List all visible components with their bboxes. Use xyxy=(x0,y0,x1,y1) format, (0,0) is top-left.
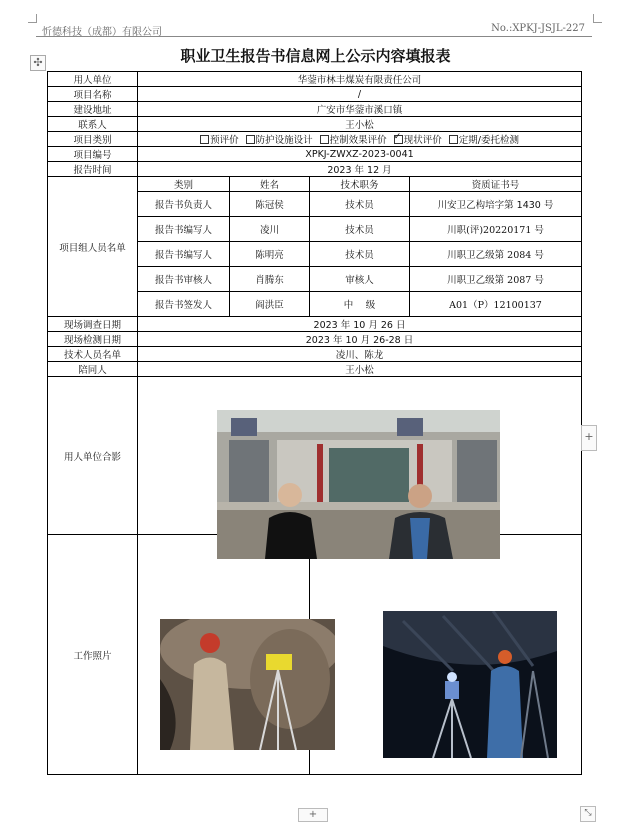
row-address xyxy=(48,102,582,117)
checkbox-icon[interactable] xyxy=(246,135,255,144)
work-photo-2-drawing xyxy=(383,611,557,758)
escort-value[interactable]: 王小松 xyxy=(138,362,582,377)
option-label: 控制效果评价 xyxy=(329,135,387,146)
report-time-value[interactable]: 2023 年 12 月 xyxy=(138,162,582,177)
work-photo-2-image xyxy=(383,611,557,758)
team-label: 项目组人员名单 xyxy=(48,177,138,317)
member-title[interactable]: 技术员 xyxy=(310,242,410,267)
group-photo-drawing xyxy=(217,410,500,559)
option-label: 预评价 xyxy=(210,135,239,146)
test-date-value[interactable]: 2023 年 10 月 26-28 日 xyxy=(138,332,582,347)
contact-value[interactable]: 王小松 xyxy=(138,117,582,132)
group-photo-image xyxy=(217,410,500,559)
row-contact xyxy=(48,117,582,132)
row-survey-date xyxy=(48,317,582,332)
member-role[interactable]: 报告书编写人 xyxy=(138,242,230,267)
option-label: 定期/委托检测 xyxy=(458,135,519,146)
contact-label: 联系人 xyxy=(48,117,138,132)
checkbox-icon[interactable] xyxy=(320,135,329,144)
member-role[interactable]: 报告书审核人 xyxy=(138,267,230,292)
category-option-status[interactable] xyxy=(394,135,442,146)
member-name[interactable]: 凌川 xyxy=(230,217,310,242)
header-rule xyxy=(36,36,592,37)
category-option-control[interactable] xyxy=(320,135,387,146)
employer-value[interactable]: 华蓥市林丰煤炭有限责任公司 xyxy=(138,72,582,87)
member-title[interactable]: 技术员 xyxy=(310,217,410,242)
category-option-pre[interactable] xyxy=(200,135,239,146)
address-label: 建设地址 xyxy=(48,102,138,117)
category-option-periodic[interactable] xyxy=(449,135,519,146)
employer-label: 用人单位 xyxy=(48,72,138,87)
member-title[interactable]: 审核人 xyxy=(310,267,410,292)
staff-label: 技术人员名单 xyxy=(48,347,138,362)
category-label: 项目类别 xyxy=(48,132,138,147)
header-doc-number: No.:XPKJ-JSJL-227 xyxy=(491,23,585,34)
team-header-name: 姓名 xyxy=(230,177,310,192)
work-photo-1-drawing xyxy=(160,619,335,750)
member-cert[interactable]: A01（P）12100137 xyxy=(410,292,582,317)
member-cert[interactable]: 川职卫乙级第 2084 号 xyxy=(410,242,582,267)
checkbox-icon[interactable] xyxy=(449,135,458,144)
category-options xyxy=(138,132,582,147)
option-label: 防护设施设计 xyxy=(255,135,313,146)
row-report-time xyxy=(48,162,582,177)
row-escort xyxy=(48,362,582,377)
escort-label: 陪同人 xyxy=(48,362,138,377)
member-role[interactable]: 报告书签发人 xyxy=(138,292,230,317)
member-name[interactable]: 肖腾东 xyxy=(230,267,310,292)
member-name[interactable]: 陈明亮 xyxy=(230,242,310,267)
corner-mark-top-left xyxy=(28,14,37,23)
row-project-name xyxy=(48,87,582,102)
team-header-row xyxy=(48,177,582,192)
member-name[interactable]: 阎洪臣 xyxy=(230,292,310,317)
insert-row-button[interactable]: + xyxy=(298,808,328,822)
option-label: 现状评价 xyxy=(403,135,442,146)
team-header-role: 类别 xyxy=(138,177,230,192)
member-title[interactable]: 中 级 xyxy=(310,292,410,317)
form-title: 职业卫生报告书信息网上公示内容填报表 xyxy=(180,47,451,65)
staff-value[interactable]: 凌川、陈龙 xyxy=(138,347,582,362)
survey-date-label: 现场调查日期 xyxy=(48,317,138,332)
row-project-no xyxy=(48,147,582,162)
project-no-label: 项目编号 xyxy=(48,147,138,162)
category-option-design[interactable] xyxy=(246,135,313,146)
team-header-title: 技术职务 xyxy=(310,177,410,192)
row-staff xyxy=(48,347,582,362)
member-cert[interactable]: 川职卫乙级第 2087 号 xyxy=(410,267,582,292)
insert-column-button[interactable]: + xyxy=(581,425,597,451)
corner-mark-top-right xyxy=(593,14,602,23)
member-cert[interactable]: 川职(评)20220171 号 xyxy=(410,217,582,242)
group-photo-label: 用人单位合影 xyxy=(48,377,138,535)
survey-date-value[interactable]: 2023 年 10 月 26 日 xyxy=(138,317,582,332)
report-time-label: 报告时间 xyxy=(48,162,138,177)
member-title[interactable]: 技术员 xyxy=(310,192,410,217)
address-value[interactable]: 广安市华蓥市溪口镇 xyxy=(138,102,582,117)
table-resize-handle-icon[interactable]: ⤡ xyxy=(580,806,596,822)
member-cert[interactable]: 川安卫乙构培字第 1430 号 xyxy=(410,192,582,217)
header-company: 忻德科技（成都）有限公司 xyxy=(42,27,162,38)
work-photo-1-image xyxy=(160,619,335,750)
project-name-label: 项目名称 xyxy=(48,87,138,102)
project-no-value[interactable]: XPKJ-ZWXZ-2023-0041 xyxy=(138,147,582,162)
member-role[interactable]: 报告书负责人 xyxy=(138,192,230,217)
team-header-cert: 资质证书号 xyxy=(410,177,582,192)
table-move-handle-icon[interactable]: ✣ xyxy=(30,55,46,71)
row-category xyxy=(48,132,582,147)
member-name[interactable]: 陈冠侯 xyxy=(230,192,310,217)
test-date-label: 现场检测日期 xyxy=(48,332,138,347)
work-photo-label: 工作照片 xyxy=(48,535,138,775)
row-employer xyxy=(48,72,582,87)
row-test-date xyxy=(48,332,582,347)
checkbox-checked-icon[interactable] xyxy=(394,135,403,144)
project-name-value[interactable]: / xyxy=(138,87,582,102)
member-role[interactable]: 报告书编写人 xyxy=(138,217,230,242)
checkbox-icon[interactable] xyxy=(200,135,209,144)
